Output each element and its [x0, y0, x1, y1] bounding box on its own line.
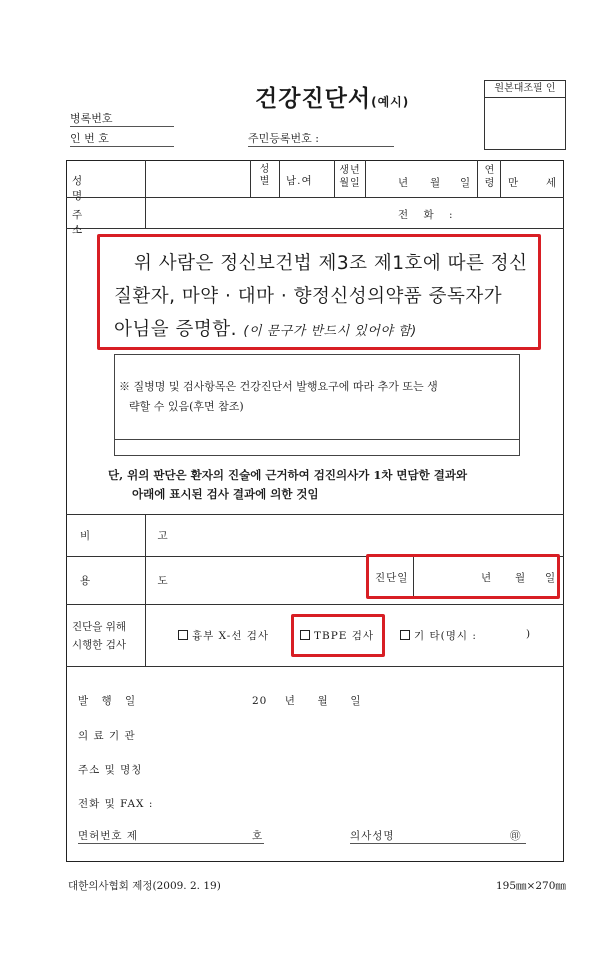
original-copy-box	[484, 80, 566, 150]
name-input[interactable]	[146, 161, 249, 196]
notice-remark: (이 문구가 반드시 있어야 함)	[243, 324, 417, 339]
reg-no-field[interactable]: 병록번호	[70, 110, 174, 127]
notice-line: 질환자, 마약 · 대마 · 향정신성의약품 중독자가	[114, 286, 503, 307]
judgment-text	[108, 466, 467, 504]
address-input[interactable]	[146, 198, 392, 227]
mandatory-notice	[97, 234, 541, 350]
checkbox-icon[interactable]	[400, 630, 410, 640]
license-number-field[interactable]: 면허번호 제 호	[78, 830, 264, 842]
divider	[66, 228, 564, 229]
divider	[365, 160, 366, 197]
notice-line: 아님을 증명함.	[114, 319, 237, 340]
footer-paper-size: 195㎜×270㎜	[496, 880, 566, 892]
divider	[477, 160, 478, 197]
footer-issuer: 대한의사협회 제정(2009. 2. 19)	[68, 880, 221, 892]
notice-line: 위 사람은 정신보건법 제3조 제1호에 따른 정신	[134, 253, 528, 274]
divider	[115, 439, 519, 440]
judgment-line: 단, 위의 판단은 환자의 진술에 근거하여 검진의사가 1차 면담한 결과와	[108, 468, 468, 482]
remarks-input[interactable]	[146, 515, 563, 555]
checkbox-icon[interactable]	[300, 630, 310, 640]
phone-fax-label: 전화 및 FAX :	[78, 798, 154, 810]
divider	[334, 160, 335, 197]
doctor-name-field[interactable]: 의사성명 ㊞	[350, 828, 526, 844]
address-label: 주 소	[72, 209, 123, 236]
remarks-label: 비 고	[80, 530, 200, 542]
age-label: 연령	[484, 165, 496, 189]
dob-month: 월	[430, 177, 442, 189]
age-unit-suffix: 세	[546, 177, 558, 189]
other-test-checkbox[interactable]: 기 타(명시 :	[400, 628, 477, 643]
diagnosis-year: 년	[481, 572, 493, 584]
divider	[500, 160, 501, 197]
inner-note-line: 략할 수 있음(후면 참조)	[129, 400, 244, 413]
sex-value[interactable]: 남.여	[286, 175, 313, 187]
other-test-close: )	[526, 628, 532, 640]
age-unit: 만	[508, 177, 520, 189]
document-title: 건강진단서(예시)	[255, 86, 410, 112]
diagnosis-day: 일	[545, 572, 557, 584]
purpose-input[interactable]	[146, 557, 364, 603]
diagnosis-date-box[interactable]	[366, 554, 560, 599]
dob-label: 생년월일	[339, 165, 361, 189]
issue-date-value[interactable]: 20 년 월 일	[252, 695, 362, 707]
divider	[250, 160, 251, 197]
phone-label: 전 화 :	[398, 209, 459, 221]
purpose-label: 용 도	[80, 575, 200, 587]
diagnosis-month: 월	[515, 572, 527, 584]
divider	[66, 604, 564, 605]
judgment-line: 아래에 표시된 검사 결과에 의한 것임	[132, 487, 319, 501]
chest-xray-checkbox[interactable]: 흉부 X-선 검사	[178, 628, 269, 643]
seal-icon: ㊞	[510, 830, 522, 842]
tests-label: 진단을 위해 시행한 검사	[72, 621, 127, 651]
institution-label: 의 료 기 관	[78, 730, 136, 742]
divider	[66, 666, 564, 667]
divider	[413, 557, 414, 596]
original-copy-label: 원본대조필 인	[485, 81, 565, 98]
divider	[279, 160, 280, 197]
checkbox-icon[interactable]	[178, 630, 188, 640]
tbpe-checkbox[interactable]: TBPE 검사	[300, 628, 374, 643]
test-items-box[interactable]	[114, 354, 520, 456]
diagnosis-date-label: 진단일	[375, 572, 409, 584]
dob-year: 년	[398, 177, 410, 189]
dob-day: 일	[460, 177, 472, 189]
institution-address-label: 주소 및 명칭	[78, 764, 143, 776]
inner-note-line: ※ 질병명 및 검사항목은 건강진단서 발행요구에 따라 추가 또는 생	[119, 380, 438, 393]
sex-label: 성별	[259, 164, 271, 187]
issue-date-label: 발 행 일	[78, 695, 141, 707]
rrn-field[interactable]: 주민등록번호 :	[248, 130, 394, 147]
name-label: 성 명	[72, 175, 105, 202]
license-no-field[interactable]: 인 번 호	[70, 130, 174, 147]
